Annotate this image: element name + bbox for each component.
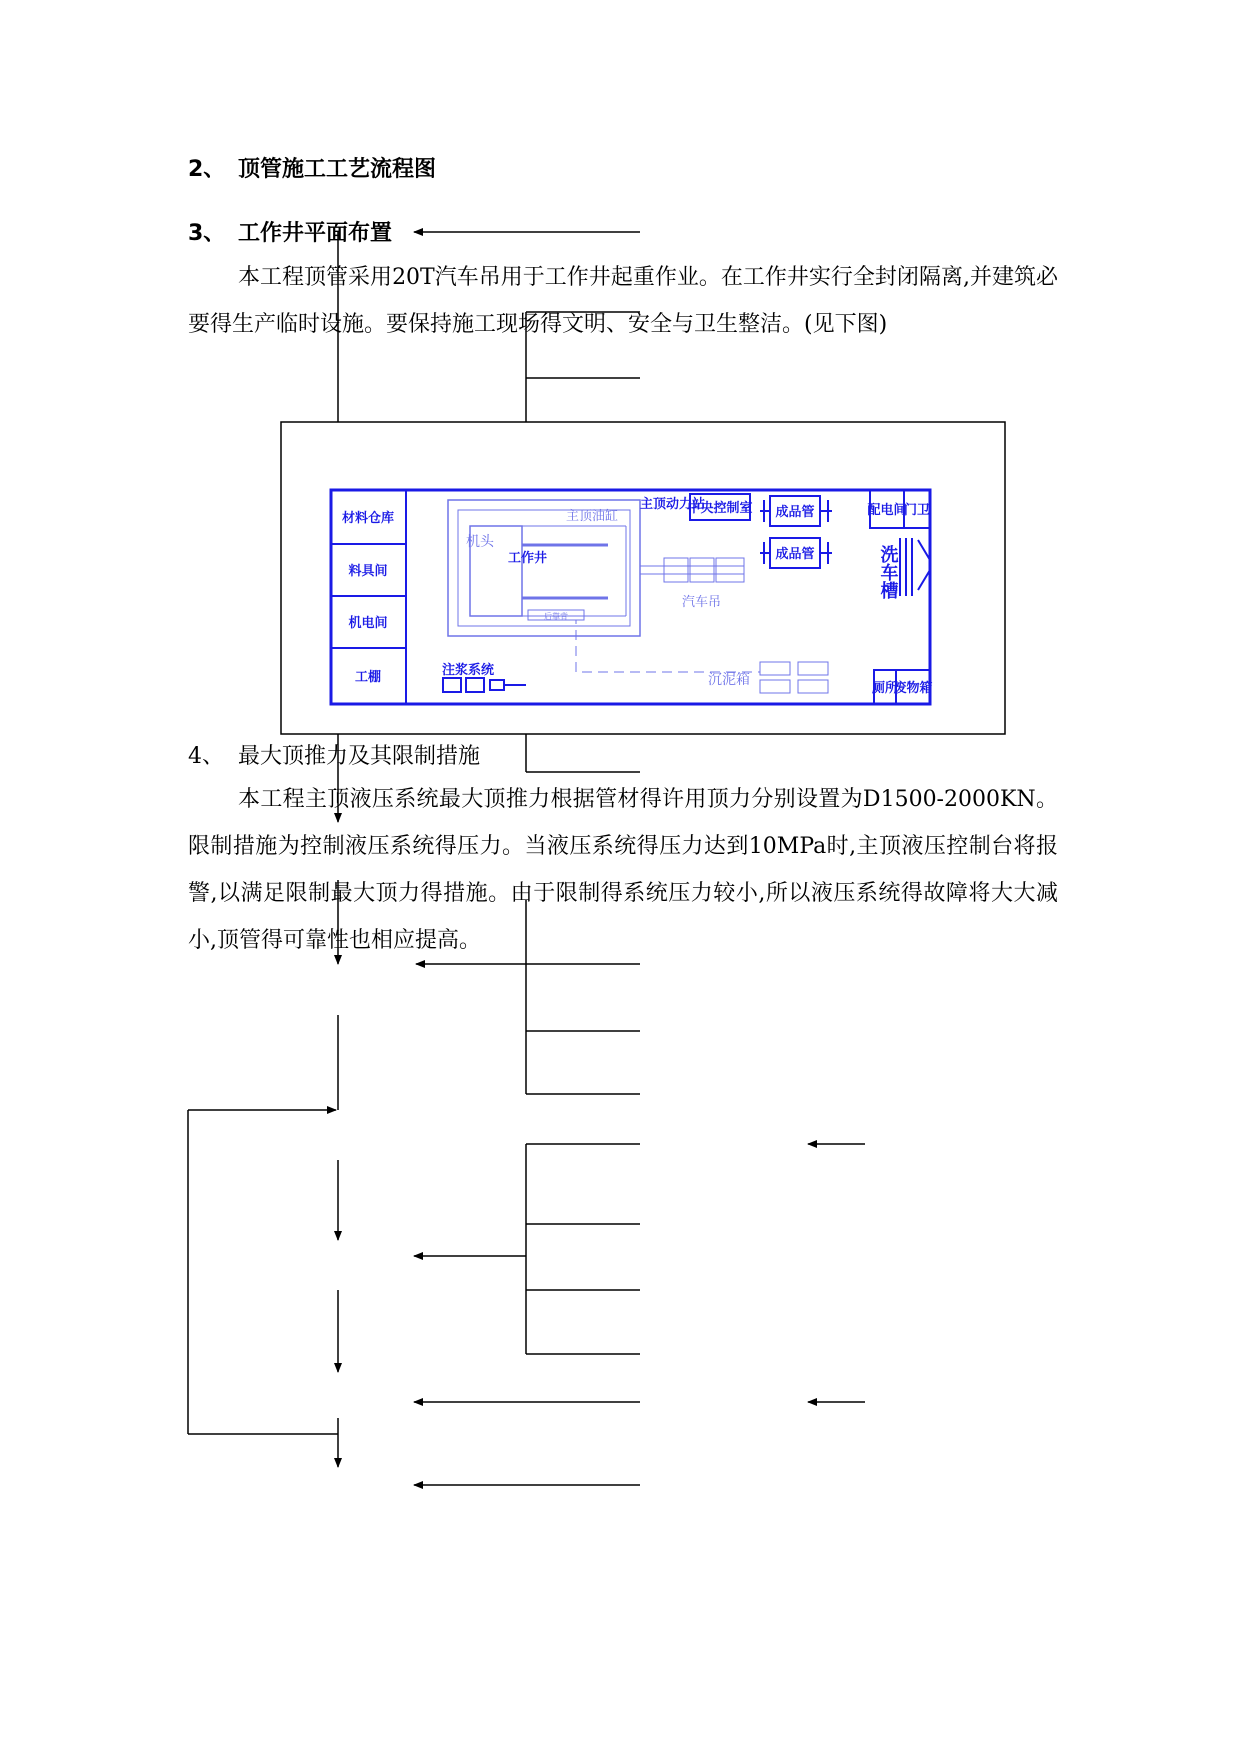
- oil-cylinder-label: 主顶油缸: [566, 509, 619, 524]
- section-title: 最大顶推力及其限制措施: [238, 744, 481, 769]
- pipe-label: 成品管: [775, 547, 815, 562]
- section-4-heading: [188, 739, 480, 770]
- room-label: 料具间: [348, 564, 388, 579]
- power-room-label: 配电间: [867, 503, 907, 518]
- grouting-label: 注浆系统: [442, 663, 495, 678]
- small-label: 后靠背: [544, 612, 568, 621]
- toilet-label: 厕所: [871, 681, 899, 696]
- machine-head-label: 机头: [466, 534, 494, 550]
- section-number: 2、: [188, 157, 226, 182]
- paragraph-text: 本工程顶管采用20T汽车吊用于工作井起重作业。在工作井实行全封闭隔离,并建筑必要得生产临时设施。要保持施工现场得文明、安全与卫生整洁。(见下图): [188, 265, 1058, 337]
- room-label: 材料仓库: [341, 511, 395, 526]
- room-label: 工棚: [354, 670, 382, 685]
- pipe-label: 成品管: [775, 505, 815, 520]
- section-number: 3、: [188, 221, 226, 246]
- sediment-label: 沉泥箱: [708, 672, 750, 688]
- section-4-paragraph: [188, 776, 1058, 964]
- section-title: 顶管施工工艺流程图: [238, 157, 437, 182]
- section-title: 工作井平面布置: [238, 221, 393, 246]
- crane-label: 汽车吊: [682, 595, 722, 610]
- section-number: 4、: [188, 744, 224, 769]
- room-label: 机电间: [348, 616, 388, 631]
- car-wash-label: 洗车槽: [877, 545, 899, 599]
- waste-box-label: 废物箱: [893, 681, 933, 696]
- paragraph-text: 本工程主顶液压系统最大顶推力根据管材得许用顶力分别设置为D1500-2000KN。限制措施为控制液压系统得压力。当液压系统得压力达到10MPa时,主顶液压控制台将报警,以满足限制最大顶力得措施。由于限制得系统压力较小,所以液压系统得故障将大大减小,顶管得可靠性也相应提高。: [188, 787, 1058, 953]
- work-shaft-label: 工作井: [508, 551, 548, 566]
- guard-room-label: 门卫: [903, 503, 931, 518]
- control-room-label: 中央控制室: [687, 501, 753, 516]
- power-station-label: 主顶动力站: [640, 497, 706, 512]
